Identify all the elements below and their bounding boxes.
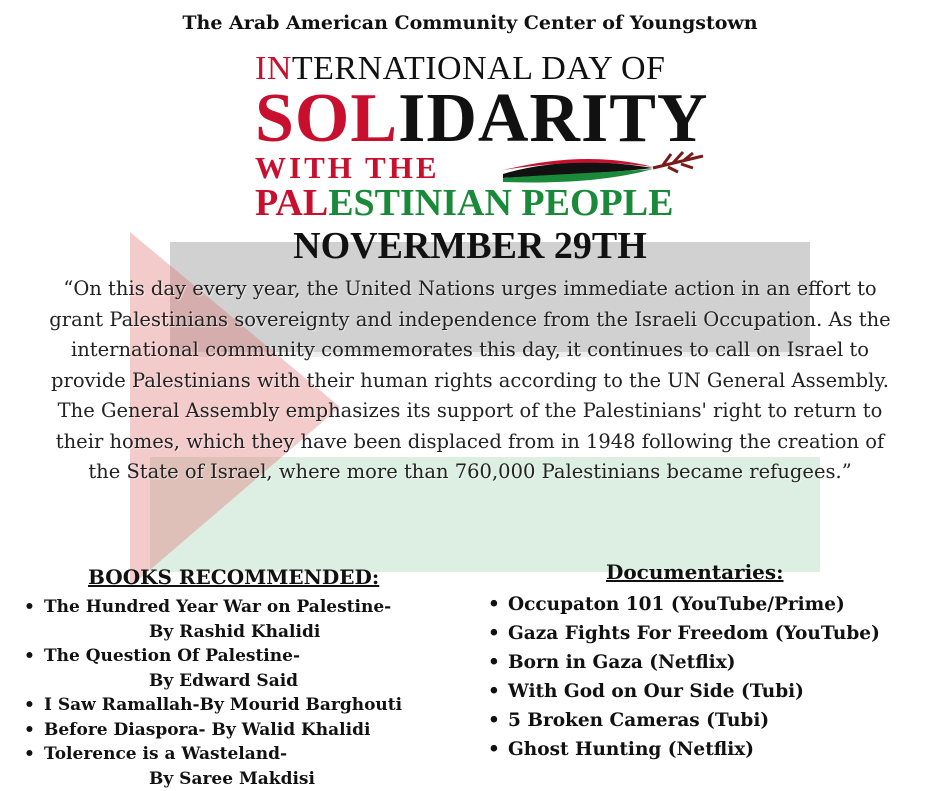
logo-line-palestinian-people: PALESTINIAN PEOPLE [255, 184, 710, 222]
event-date: NOVERMBER 29TH [0, 224, 940, 268]
logo-line-solidarity: SOLIDARITY [255, 84, 710, 154]
logo-line-with-the: WITH THE [255, 152, 710, 183]
un-quote-paragraph: “On this day every year, the United Nations urges immediate action in an effort to grant Palestinians sovereignty and independence from the Israeli Occupation. As the international community commemorates this day, it continues to call on Israel to provide Palestinians with their human rights according to the UN General Assembly. The General Assembly emphasizes its support of the Palestinians' right to return to their homes, which they have been displaced from in 1948 following the creation of the State of Israel, where more than 760,000 Palestinians became refugees.” [40, 274, 900, 488]
documentary-title: Ghost Hunting (Netflix) [508, 739, 754, 760]
book-author: By Rashid Khalidi [44, 620, 474, 645]
documentary-item [488, 706, 938, 735]
documentary-title: Born in Gaza (Netflix) [508, 652, 736, 673]
bullet-icon: • [24, 742, 35, 767]
documentary-item [488, 677, 938, 706]
bullet-icon: • [488, 590, 500, 619]
bullet-icon: • [488, 619, 500, 648]
bullet-icon: • [488, 677, 500, 706]
bullet-icon: • [488, 648, 500, 677]
book-title: Tolerence is a Wasteland- [44, 744, 287, 764]
documentary-title: With God on Our Side (Tubi) [508, 681, 804, 702]
documentaries-list [488, 590, 938, 764]
book-author: By Saree Makdisi [44, 767, 474, 791]
organization-title: The Arab American Community Center of Youngstown [0, 12, 940, 34]
bullet-icon: • [24, 693, 35, 718]
bullet-icon: • [24, 595, 35, 620]
book-title: The Question Of Palestine- [44, 646, 300, 666]
bullet-icon: • [24, 644, 35, 669]
book-item [24, 742, 474, 791]
bullet-icon: • [488, 706, 500, 735]
flag-brush-stroke-icon [503, 148, 708, 188]
bullet-icon: • [488, 735, 500, 764]
book-item [24, 595, 474, 644]
books-list [24, 595, 474, 791]
documentary-item [488, 590, 938, 619]
documentary-item [488, 735, 938, 764]
documentary-item [488, 619, 938, 648]
documentary-title: Occupaton 101 (YouTube/Prime) [508, 594, 845, 615]
documentary-item [488, 648, 938, 677]
book-title: Before Diaspora- By Walid Khalidi [44, 720, 370, 740]
logo-line-international: INTERNATIONAL DAY OF [255, 52, 710, 86]
documentaries-heading: Documentaries: [606, 560, 784, 584]
bullet-icon: • [24, 718, 35, 743]
book-author: By Edward Said [44, 669, 474, 694]
book-item [24, 644, 474, 693]
book-item [24, 693, 474, 718]
book-title: The Hundred Year War on Palestine- [44, 597, 391, 617]
book-item [24, 718, 474, 743]
documentary-title: 5 Broken Cameras (Tubi) [508, 710, 769, 731]
documentary-title: Gaza Fights For Freedom (YouTube) [508, 623, 880, 644]
event-logo [255, 52, 710, 222]
book-title: I Saw Ramallah-By Mourid Barghouti [44, 695, 402, 715]
books-heading: BOOKS RECOMMENDED: [88, 565, 379, 589]
